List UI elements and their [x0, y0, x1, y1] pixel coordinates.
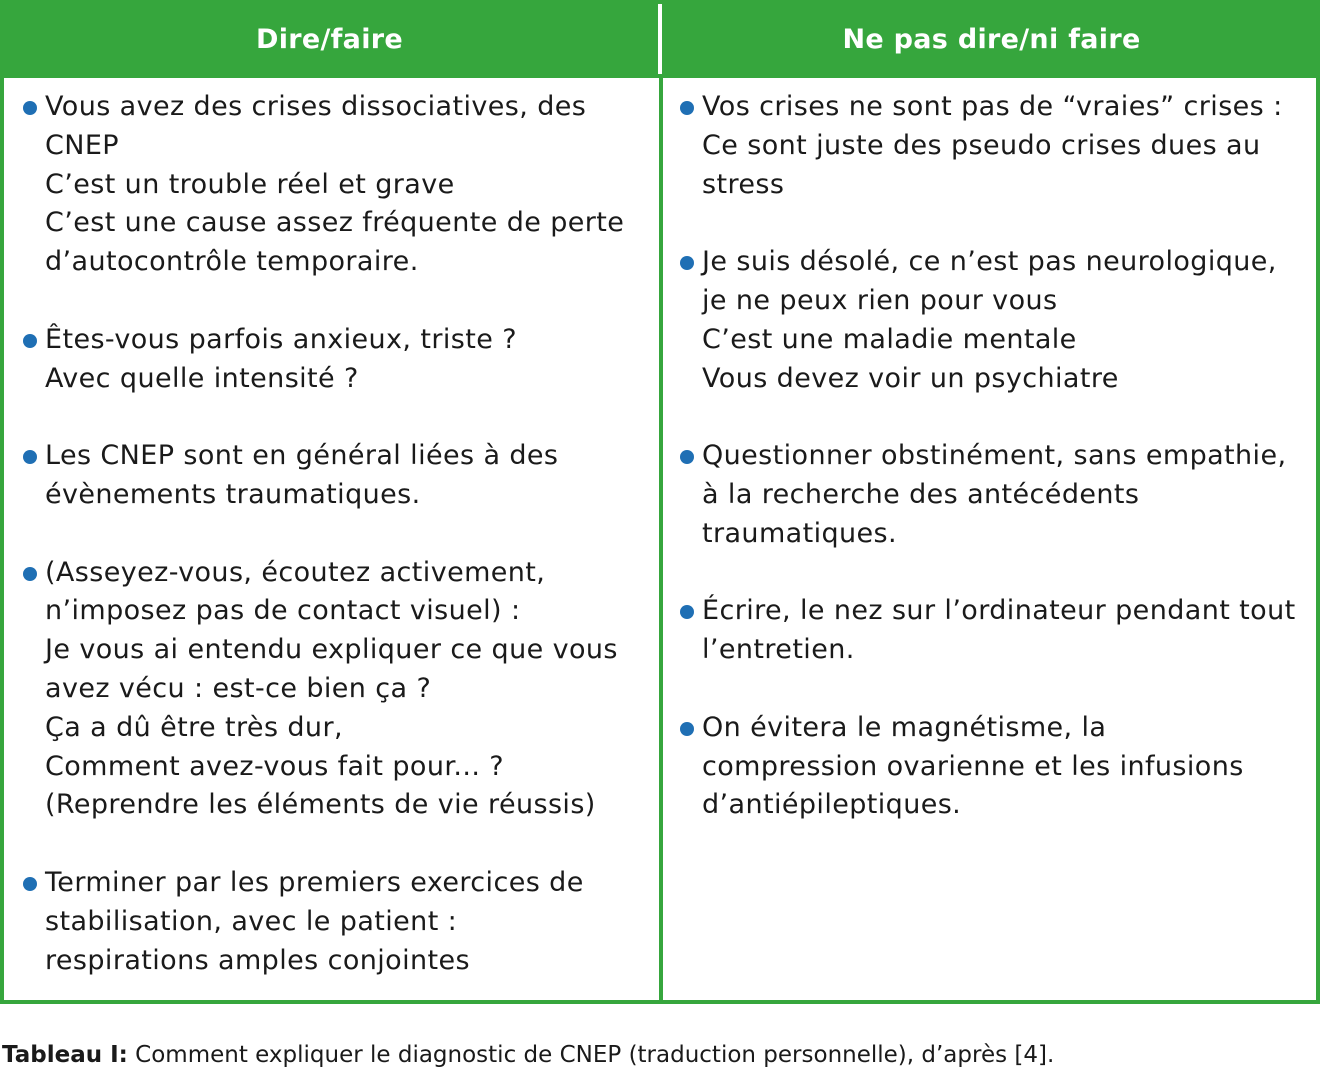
- do-item-line: C’est une cause assez fréquente de perte: [45, 207, 625, 239]
- dont-item-line: stress: [702, 168, 785, 200]
- header-divider: [658, 4, 662, 74]
- dont-item-line: Ce sont juste des pseudo crises dues au: [702, 129, 1261, 161]
- do-item-line: Ça a dû être très dur,: [45, 711, 343, 743]
- do-item-line: évènements traumatiques.: [45, 478, 421, 510]
- bullet-icon: [680, 101, 694, 115]
- bullet-icon: [23, 877, 37, 891]
- dont-item: [677, 243, 1317, 398]
- column-dont: [677, 88, 1317, 864]
- do-item-line: Êtes-vous parfois anxieux, triste ?: [45, 323, 517, 355]
- bullet-icon: [680, 722, 694, 736]
- do-item: [20, 554, 650, 826]
- do-item-line: Comment avez-vous fait pour... ?: [45, 750, 505, 782]
- dont-item: [677, 437, 1317, 553]
- do-item-line: n’imposez pas de contact visuel) :: [45, 595, 521, 627]
- bullet-icon: [680, 605, 694, 619]
- do-item-line: d’autocontrôle temporaire.: [45, 246, 419, 278]
- do-item: [20, 864, 650, 980]
- dont-item-line: Je suis désolé, ce n’est pas neurologique,: [702, 246, 1277, 278]
- dont-item-line: d’antiépileptiques.: [702, 789, 962, 821]
- do-item-line: (Reprendre les éléments de vie réussis): [45, 789, 596, 821]
- dont-item: [677, 592, 1317, 670]
- do-item-line: C’est un trouble réel et grave: [45, 168, 455, 200]
- column-do: [20, 88, 650, 1019]
- do-item: [20, 88, 650, 282]
- do-item-line: avez vécu : est-ce bien ça ?: [45, 672, 432, 704]
- do-item-line: Avec quelle intensité ?: [45, 362, 359, 394]
- do-item: [20, 321, 650, 399]
- bullet-icon: [680, 450, 694, 464]
- dont-item-line: compression ovarienne et les infusions: [702, 750, 1244, 782]
- dont-item-line: On évitera le magnétisme, la: [702, 711, 1107, 743]
- bullet-icon: [23, 450, 37, 464]
- table-caption: [2, 1040, 1054, 1070]
- do-item-line: stabilisation, avec le patient :: [45, 905, 458, 937]
- dont-item-line: Vous devez voir un psychiatre: [702, 362, 1119, 394]
- do-item: [20, 437, 650, 515]
- dont-item: [677, 88, 1317, 204]
- do-item-line: Les CNEP sont en général liées à des: [45, 440, 559, 472]
- do-item-line: Vous avez des crises dissociatives, des: [45, 91, 587, 122]
- bullet-icon: [23, 101, 37, 115]
- dont-item: [677, 709, 1317, 825]
- dont-item-line: je ne peux rien pour vous: [702, 284, 1058, 316]
- column-divider: [659, 78, 663, 1000]
- dont-item-line: traumatiques.: [702, 517, 897, 549]
- bullet-icon: [23, 567, 37, 581]
- do-item-line: (Asseyez-vous, écoutez activement,: [45, 556, 546, 588]
- do-item-line: Je vous ai entendu expliquer ce que vous: [45, 634, 618, 666]
- bullet-icon: [23, 334, 37, 348]
- dont-item-line: à la recherche des antécédents: [702, 478, 1140, 510]
- do-item-line: CNEP: [45, 129, 119, 161]
- table-header-row: [0, 0, 1320, 78]
- dont-item-line: C’est une maladie mentale: [702, 323, 1077, 355]
- do-item-line: Terminer par les premiers exercices de: [45, 866, 584, 898]
- header-do: Dire/faire: [255, 24, 403, 55]
- dont-item-line: Écrire, le nez sur l’ordinateur pendant tout: [702, 595, 1296, 627]
- dont-item-line: Questionner obstinément, sans empathie,: [702, 440, 1287, 472]
- dont-item-line: l’entretien.: [702, 634, 855, 666]
- do-item-line: respirations amples conjointes: [45, 944, 470, 976]
- dont-item-line: Vos crises ne sont pas de “vraies” crises :: [702, 91, 1283, 122]
- caption-label: Tableau I:: [2, 1042, 128, 1068]
- bullet-icon: [680, 256, 694, 270]
- caption-text: Comment expliquer le diagnostic de CNEP (traduction personnelle), d’après [4].: [127, 1042, 1055, 1068]
- header-dont: Ne pas dire/ni faire: [842, 24, 1141, 55]
